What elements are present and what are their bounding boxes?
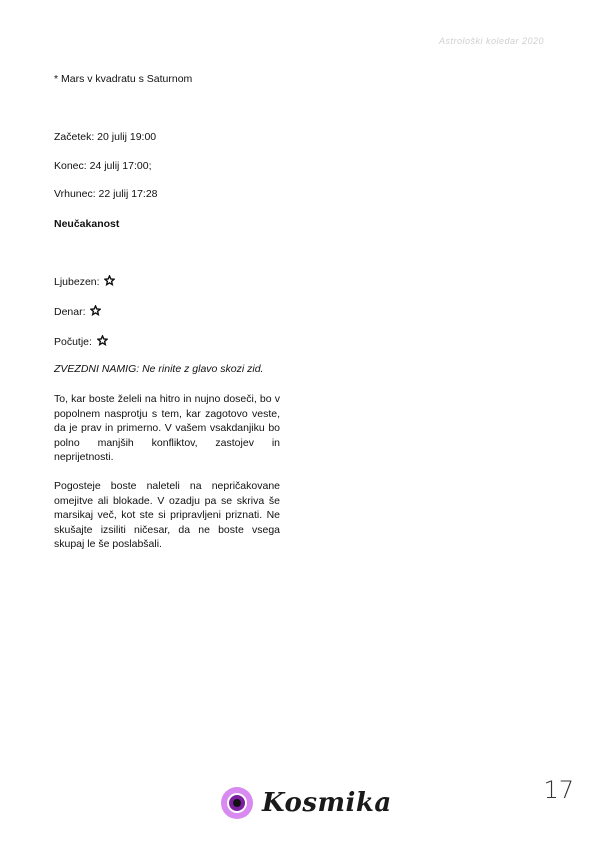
paragraph-2: Pogosteje boste naleteli na nepričakovane omejitve ali blokade. V ozadju pa se skriva še marsikaj več, kot ste si pripravljeni priznati. Ne skušajte izsiliti ničesar, da ne boste vsega skupaj le še poslabšali. xyxy=(54,480,280,551)
rating-wellbeing xyxy=(54,335,108,348)
brand-logo xyxy=(220,786,392,820)
rating-label: Ljubezen: xyxy=(54,276,100,288)
rating-label: Denar: xyxy=(54,306,86,318)
rating-label: Počutje: xyxy=(54,336,92,348)
star-tip: ZVEZDNI NAMIG: Ne rinite z glavo skozi zid. xyxy=(54,363,264,375)
paragraph-1: To, kar boste želeli na hitro in nujno doseči, bo v popolnem nasprotju s tem, kar zagotovo veste, da je prav in primerno. V vašem vsakdanjiku bo polno manjših konfliktov, zastojev in neprijetnosti. xyxy=(54,393,280,464)
aspect-title: * Mars v kvadratu s Saturnom xyxy=(54,73,193,85)
star-icon xyxy=(90,305,101,316)
start-time: Začetek: 20 julij 19:00 xyxy=(54,131,157,143)
peak-time: Vrhunec: 22 julij 17:28 xyxy=(54,188,158,200)
star-icon xyxy=(104,275,115,286)
page-number: 17 xyxy=(543,776,574,804)
rating-money xyxy=(54,305,101,318)
rating-love xyxy=(54,275,115,288)
star-icon xyxy=(97,335,108,346)
end-time: Konec: 24 julij 17:00; xyxy=(54,160,152,172)
eye-logo-icon xyxy=(220,786,254,820)
brand-name: Kosmika xyxy=(262,788,392,818)
influence-title: Neučakanost xyxy=(54,218,120,230)
running-header: Astrološki koledar 2020 xyxy=(438,36,544,46)
